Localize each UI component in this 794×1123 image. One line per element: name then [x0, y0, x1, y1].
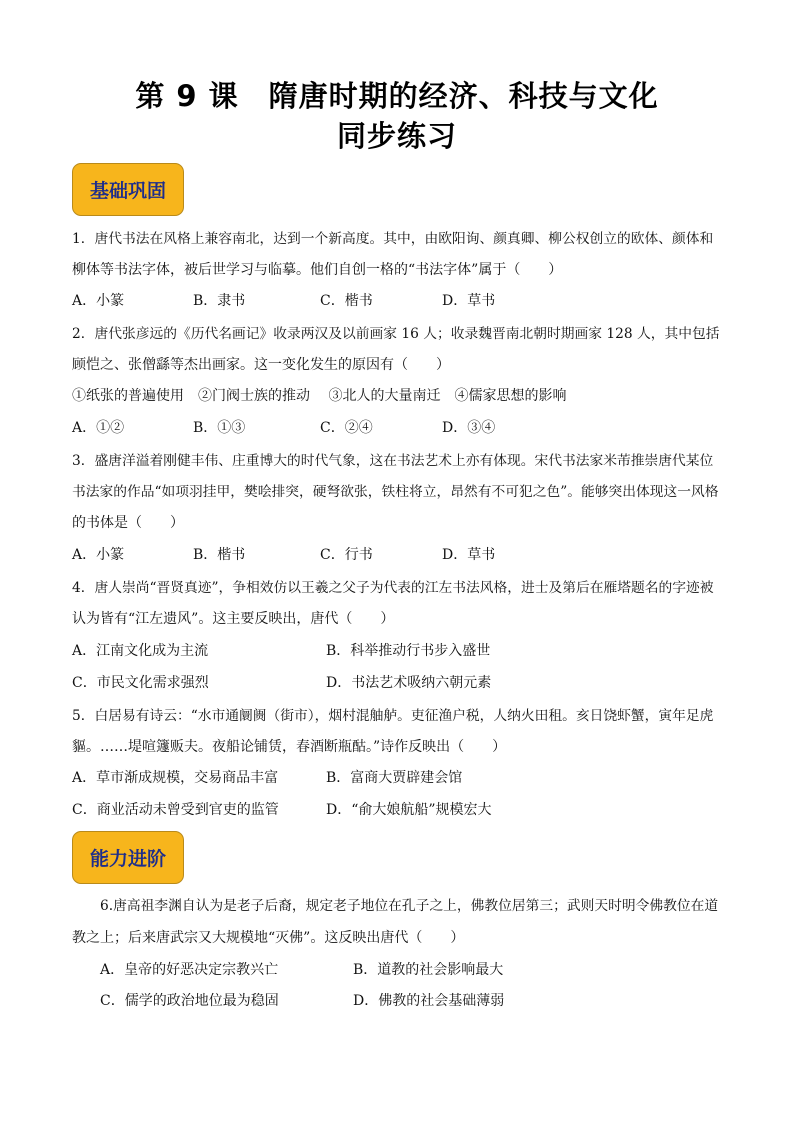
question-1-option-d: D．草书 [442, 293, 496, 309]
question-4-option-a: A．江南文化成为主流 [72, 643, 209, 659]
question-3-option-c: C．行书 [320, 547, 373, 563]
question-5-option-a: A．草市渐成规模，交易商品丰富 [72, 770, 279, 786]
section-badge-advanced: 能力进阶 [72, 831, 184, 884]
question-2-line-2: 顾恺之、张僧繇等杰出画家。这一变化发生的原因有（ ） [72, 357, 450, 373]
question-4-option-c: C．市民文化需求强烈 [72, 675, 209, 691]
question-3-line-3: 的书体是（ ） [72, 515, 184, 531]
page-title: 第 9 课 隋唐时期的经济、科技与文化 [135, 79, 659, 113]
question-3-option-a: A．小篆 [72, 547, 125, 563]
question-4-line-2: 认为皆有“江左遗风”。这主要反映出，唐代（ ） [72, 611, 395, 627]
question-6-option-a: A．皇帝的好恶决定宗教兴亡 [100, 962, 279, 978]
question-1-line-1: 1．唐代书法在风格上兼容南北，达到一个新高度。其中，由欧阳询、颜真卿、柳公权创立的欧体、颜体和 [72, 231, 714, 247]
question-6-option-c: C．儒学的政治地位最为稳固 [100, 993, 279, 1009]
section-badge-basic: 基础巩固 [72, 163, 184, 216]
question-4-option-d: D．书法艺术吸纳六朝元素 [326, 675, 492, 691]
question-4-line-1: 4．唐人崇尚“晋贤真迹”，争相效仿以王羲之父子为代表的江左书法风格，进士及第后在雁塔题名的字迹被 [72, 580, 714, 596]
question-1-line-2: 柳体等书法字体，被后世学习与临摹。他们自创一格的“书法字体”属于（ ） [72, 262, 563, 278]
question-2-statements: ①纸张的普遍使用 ②门阀士族的推动 ③北人的大量南迁 ④儒家思想的影响 [72, 388, 567, 404]
question-2-option-d: D．③④ [442, 420, 496, 436]
question-6-option-d: D．佛教的社会基础薄弱 [353, 993, 505, 1009]
question-1-option-a: A．小篆 [72, 293, 125, 309]
question-3-option-d: D．草书 [442, 547, 496, 563]
question-2-line-1: 2．唐代张彦远的《历代名画记》收录两汉及以前画家 16 人；收录魏晋南北朝时期画家 128 人，其中包括 [72, 326, 720, 342]
question-6-line-1: 6.唐高祖李渊自认为是老子后裔，规定老子地位在孔子之上，佛教位居第三；武则天时明令佛教位在道 [100, 898, 719, 914]
question-1-option-b: B．隶书 [193, 293, 246, 309]
question-5-line-2: 貙。……堤喧籧贩夫。夜船论铺赁，春酒断瓶酤。”诗作反映出（ ） [72, 739, 507, 755]
question-3-option-b: B．楷书 [193, 547, 246, 563]
question-5-option-d: D．“俞大娘航船”规模宏大 [326, 802, 492, 818]
question-6-line-2: 教之上；后来唐武宗又大规模地“灭佛”。这反映出唐代（ ） [72, 930, 465, 946]
question-3-line-1: 3．盛唐洋溢着刚健丰伟、庄重博大的时代气象，这在书法艺术上亦有体现。宋代书法家米芾推崇唐代某位 [72, 453, 714, 469]
question-1-option-c: C．楷书 [320, 293, 373, 309]
question-3-line-2: 书法家的作品“如项羽挂甲，樊哙排突，硬弩欲张，铁柱将立，昂然有不可犯之色”。能够突出体现这一风格 [72, 484, 719, 500]
question-2-option-b: B．①③ [193, 420, 246, 436]
question-2-option-c: C．②④ [320, 420, 373, 436]
question-6-option-b: B．道教的社会影响最大 [353, 962, 504, 978]
question-4-option-b: B．科举推动行书步入盛世 [326, 643, 491, 659]
question-2-option-a: A．①② [72, 420, 125, 436]
question-5-option-c: C．商业活动未曾受到官吏的监管 [72, 802, 279, 818]
question-5-option-b: B．富商大贾辟建会馆 [326, 770, 463, 786]
question-5-line-1: 5．白居易有诗云：“水市通阛阓（街市），烟村混舳舻。吏征渔户税，人纳火田租。亥日饶虾蟹，寅年足虎 [72, 708, 714, 724]
page-subtitle: 同步练习 [336, 119, 457, 153]
